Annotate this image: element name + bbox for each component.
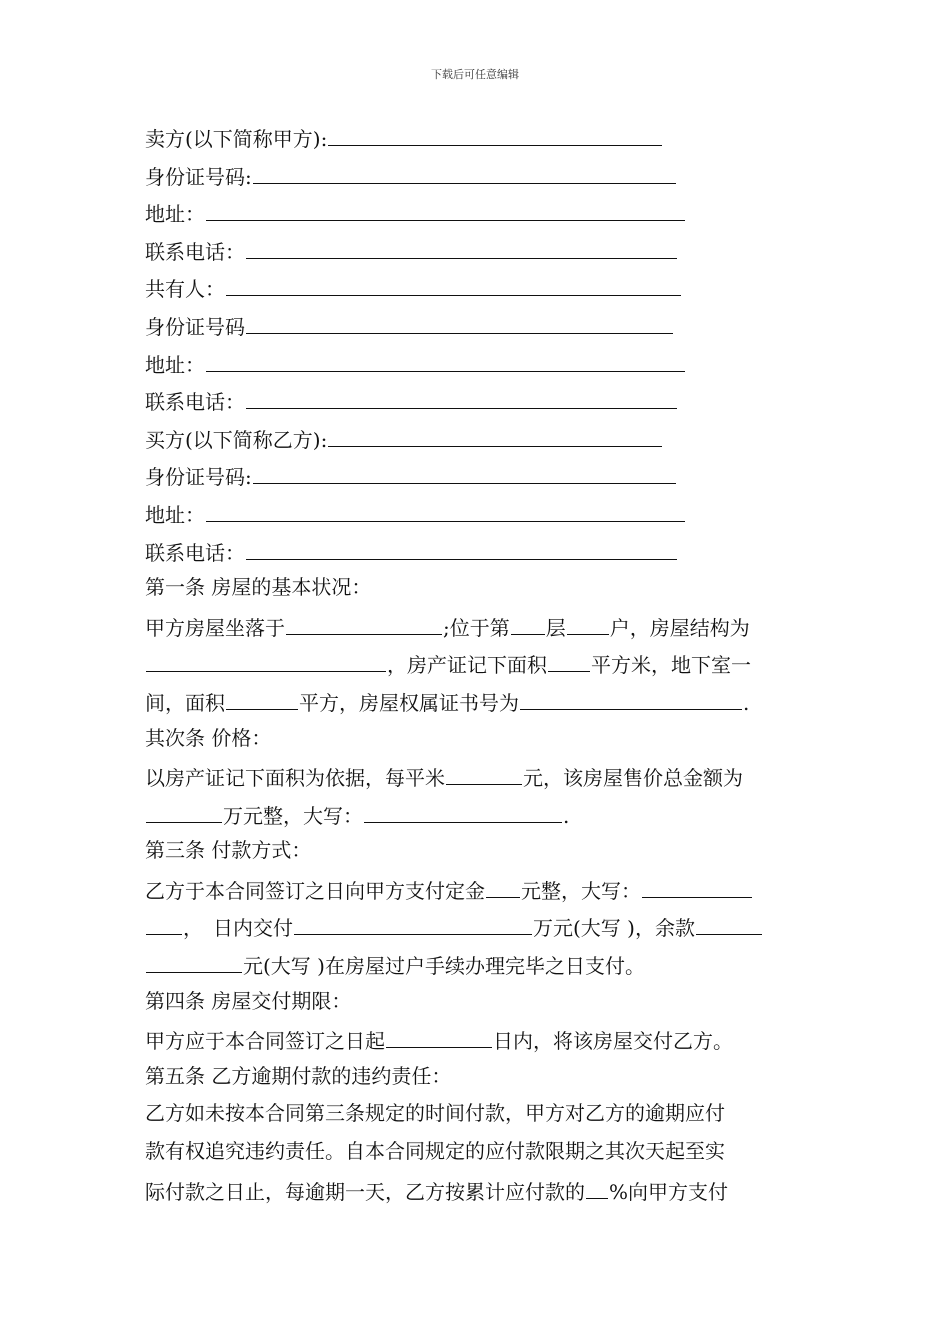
article-1-text: .: [743, 690, 750, 715]
seller-id-label: 身份证号码:: [145, 164, 252, 189]
article-4-title: 第四条 房屋交付期限：: [145, 988, 352, 1013]
article-3-text: 元(大写 )在房屋过户手续办理完毕之日支付。: [243, 954, 645, 979]
article-2-line-1: [145, 757, 810, 795]
seller-address-blank[interactable]: [206, 193, 685, 221]
co-owner-address-label: 地址：: [145, 352, 205, 377]
article-3-text: 乙方于本合同签订之日向甲方支付定金: [145, 878, 485, 903]
buyer-id-line: [145, 456, 810, 494]
penalty-percent-blank[interactable]: [586, 1171, 608, 1199]
co-owner-label: 共有人：: [145, 277, 225, 302]
basement-area-blank[interactable]: [226, 682, 298, 710]
article-3-text: 元整，大写：: [521, 878, 641, 903]
article-3-line-2: [145, 907, 810, 945]
article-1-text: ;位于第: [443, 615, 510, 640]
buyer-phone-label: 联系电话：: [145, 540, 245, 565]
article-1-text: 层: [545, 615, 566, 640]
seller-blank[interactable]: [328, 118, 662, 146]
location-blank[interactable]: [286, 607, 442, 635]
article-1-text: 户，房屋结构为: [609, 615, 750, 640]
delivery-days-blank[interactable]: [386, 1020, 492, 1048]
co-owner-address-line: [145, 344, 810, 382]
co-owner-address-blank[interactable]: [206, 344, 685, 372]
co-owner-id-line: [145, 306, 810, 344]
article-2-title: 其次条 价格：: [145, 725, 272, 750]
buyer-address-line: [145, 494, 810, 532]
article-5-text: 际付款之日止，每逾期一天，乙方按累计应付款的: [145, 1179, 585, 1204]
co-owner-phone-blank[interactable]: [246, 381, 677, 409]
unit-blank[interactable]: [567, 607, 609, 635]
co-owner-line: [145, 268, 810, 306]
co-owner-id-label: 身份证号码: [145, 314, 245, 339]
page-header-note: 下载后可任意编辑: [431, 68, 519, 81]
deposit-words-blank-cont[interactable]: [146, 907, 182, 935]
article-5-line-3: [145, 1171, 810, 1209]
article-2-text: 万元整，大写：: [223, 803, 363, 828]
article-1-text: 间，面积: [145, 690, 225, 715]
buyer-address-blank[interactable]: [206, 494, 685, 522]
seller-id-blank[interactable]: [253, 156, 676, 184]
certificate-number-blank[interactable]: [520, 682, 742, 710]
seller-label: 卖方(以下简称甲方):: [145, 127, 328, 151]
article-2-text: .: [563, 803, 570, 828]
total-price-words-blank[interactable]: [364, 795, 562, 823]
article-2-text: 元，该房屋售价总金额为: [523, 766, 743, 791]
article-1-text: ，房产证记下面积: [387, 653, 547, 678]
seller-id-line: [145, 156, 810, 194]
co-owner-phone-label: 联系电话：: [145, 390, 245, 415]
co-owner-phone-line: [145, 381, 810, 419]
article-1-line-1: [145, 607, 810, 645]
buyer-address-label: 地址：: [145, 502, 205, 527]
article-3-text: 万元(大写 )，余款: [533, 916, 695, 941]
article-1-text: 平方米，地下室一: [591, 653, 751, 678]
article-4-text: 日内，将该房屋交付乙方。: [493, 1029, 733, 1054]
co-owner-blank[interactable]: [226, 268, 681, 296]
article-1-text: 甲方房屋坐落于: [145, 615, 285, 640]
structure-blank[interactable]: [146, 644, 386, 672]
article-5-title: 第五条 乙方逾期付款的违约责任：: [145, 1063, 452, 1088]
deposit-words-blank[interactable]: [642, 870, 752, 898]
buyer-blank[interactable]: [328, 419, 662, 447]
article-1-title: 第一条 房屋的基本状况：: [145, 575, 372, 600]
area-blank[interactable]: [548, 644, 590, 672]
buyer-line: [145, 419, 810, 457]
price-per-sqm-blank[interactable]: [446, 757, 522, 785]
article-2-text: 以房产证记下面积为依据，每平米: [145, 766, 445, 791]
article-2-line-2: [145, 795, 810, 833]
seller-address-label: 地址：: [145, 202, 205, 227]
article-3-title: 第三条 付款方式：: [145, 838, 312, 863]
installment-blank[interactable]: [294, 907, 532, 935]
buyer-phone-line: [145, 532, 810, 570]
seller-phone-line: [145, 231, 810, 269]
buyer-id-label: 身份证号码:: [145, 465, 252, 490]
seller-address-line: [145, 193, 810, 231]
article-3-text: ，: [183, 916, 203, 941]
article-5-line-2: 款有权追究违约责任。自本合同规定的应付款限期之其次天起至实: [145, 1139, 725, 1164]
contract-body: [145, 118, 810, 1208]
buyer-label: 买方(以下简称乙方):: [145, 427, 328, 452]
seller-phone-label: 联系电话：: [145, 239, 245, 264]
article-5-line-1: 乙方如未按本合同第三条规定的时间付款，甲方对乙方的逾期应付: [145, 1101, 725, 1126]
seller-line: [145, 118, 810, 156]
seller-phone-blank[interactable]: [246, 231, 677, 259]
buyer-phone-blank[interactable]: [246, 532, 677, 560]
article-1-text: 平方，房屋权属证书号为: [299, 690, 519, 715]
co-owner-id-blank[interactable]: [246, 306, 673, 334]
article-3-line-1: [145, 870, 810, 908]
balance-blank[interactable]: [696, 907, 762, 935]
article-4-text: 甲方应于本合同签订之日起: [145, 1029, 385, 1054]
article-1-line-2: [145, 644, 810, 682]
article-3-line-3: [145, 945, 810, 983]
floor-blank[interactable]: [511, 607, 545, 635]
deposit-blank[interactable]: [486, 870, 520, 898]
balance-blank-cont[interactable]: [146, 945, 242, 973]
article-3-text: 日内交付: [213, 916, 293, 941]
buyer-id-blank[interactable]: [253, 456, 676, 484]
article-5-text: %向甲方支付: [609, 1179, 729, 1204]
article-1-line-3: [145, 682, 810, 720]
total-price-blank[interactable]: [146, 795, 222, 823]
article-4-line-1: [145, 1020, 810, 1058]
